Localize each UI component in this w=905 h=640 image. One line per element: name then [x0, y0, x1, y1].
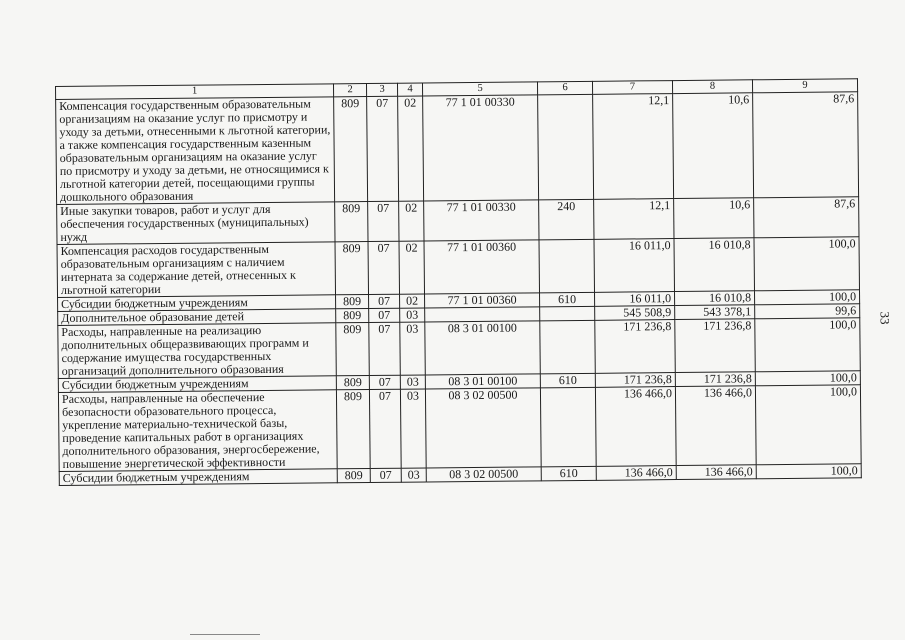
section-code-cell: 07: [370, 468, 401, 482]
section-code-cell: 07: [368, 201, 399, 241]
row-name-cell: Расходы, направленные на реализацию дополнительных общеразвивающих программ и содержание имущества государственных организаций дополнительного образования: [58, 323, 336, 379]
target-item-cell: 08 3 01 00100: [425, 374, 540, 389]
ved-code-cell: 809: [336, 295, 369, 309]
expense-type-cell: [540, 306, 595, 321]
section-code-cell: 07: [367, 96, 399, 201]
target-item-cell: [425, 307, 540, 322]
ved-code-cell: 809: [336, 308, 369, 322]
actual-amount-cell: 171 236,8: [675, 372, 755, 387]
subsection-code-cell: 03: [401, 468, 426, 482]
ved-code-cell: 809: [337, 468, 370, 482]
subsection-code-cell: 03: [400, 375, 425, 389]
row-name-cell: Иные закупки товаров, работ и услуг для обеспечения государственных (муниципальных) нужд: [57, 202, 335, 245]
table-row: [57, 237, 859, 298]
subsection-code-cell: 03: [400, 308, 425, 322]
header-cell: 1: [56, 84, 334, 100]
actual-amount-cell: 136 466,0: [676, 465, 756, 480]
percent-cell: 100,0: [755, 371, 860, 386]
percent-cell: 100,0: [755, 318, 861, 372]
header-cell: 6: [537, 81, 592, 95]
section-code-cell: 07: [369, 294, 400, 308]
section-code-cell: 07: [369, 375, 400, 389]
row-name-cell: Дополнительное образование детей: [58, 309, 336, 326]
percent-cell: 100,0: [755, 385, 861, 465]
plan-amount-cell: 171 236,8: [595, 373, 675, 388]
target-item-cell: 77 1 01 00330: [424, 200, 539, 241]
subsection-code-cell: 03: [400, 389, 426, 468]
ved-code-cell: 809: [335, 242, 369, 295]
target-item-cell: 08 3 01 00100: [425, 321, 541, 375]
ved-code-cell: 809: [334, 97, 368, 202]
expense-type-cell: [538, 94, 594, 200]
expense-type-cell: 610: [541, 466, 596, 481]
target-item-cell: 77 1 01 00360: [424, 240, 540, 294]
subsection-code-cell: 02: [400, 294, 425, 308]
percent-cell: 87,6: [754, 197, 859, 238]
actual-amount-cell: 10,6: [674, 198, 754, 239]
row-name-cell: Субсидии бюджетным учреждениям: [58, 295, 336, 312]
percent-cell: 87,6: [753, 92, 859, 198]
expense-type-cell: [539, 239, 595, 293]
subsection-code-cell: 02: [398, 96, 424, 201]
row-name-cell: Компенсация расходов государственным образовательным организациям с наличием интерната за содержание детей, отнесенных к льготной категории: [57, 242, 335, 298]
plan-amount-cell: 545 508,9: [595, 306, 675, 321]
header-cell: 5: [422, 82, 537, 96]
section-code-cell: 07: [368, 241, 400, 294]
page-number: 33: [877, 311, 893, 325]
target-item-cell: 08 3 02 00500: [425, 388, 541, 468]
header-cell: 8: [672, 80, 752, 94]
plan-amount-cell: 136 466,0: [595, 387, 676, 467]
row-name-cell: Субсидии бюджетным учреждениям: [59, 469, 337, 486]
actual-amount-cell: 171 236,8: [675, 319, 756, 373]
plan-amount-cell: 171 236,8: [595, 320, 676, 374]
actual-amount-cell: 543 378,1: [675, 305, 755, 320]
plan-amount-cell: 136 466,0: [596, 466, 676, 481]
budget-table: [55, 78, 862, 486]
expense-type-cell: [540, 320, 596, 374]
header-cell: 7: [592, 81, 672, 95]
row-name-cell: Субсидии бюджетным учреждениям: [58, 376, 336, 393]
ved-code-cell: 809: [336, 322, 370, 375]
table-row: [56, 92, 859, 205]
section-code-cell: 07: [369, 308, 400, 322]
actual-amount-cell: 16 010,8: [675, 291, 755, 306]
header-cell: 2: [333, 84, 366, 97]
target-item-cell: 77 1 01 00360: [425, 293, 540, 308]
subsection-code-cell: 03: [400, 322, 426, 375]
percent-cell: 100,0: [756, 464, 861, 479]
target-item-cell: 08 3 02 00500: [426, 467, 541, 482]
header-cell: 3: [366, 83, 397, 96]
plan-amount-cell: 16 011,0: [595, 292, 675, 307]
scan-artifact-line: [190, 634, 260, 635]
table-row: [58, 385, 861, 472]
actual-amount-cell: 10,6: [673, 93, 754, 199]
subsection-code-cell: 02: [399, 201, 424, 241]
table-row: [58, 318, 860, 379]
expense-type-cell: 610: [540, 373, 595, 388]
plan-amount-cell: 12,1: [593, 94, 674, 200]
expense-type-cell: 240: [539, 199, 594, 240]
section-code-cell: 07: [369, 389, 401, 468]
subsection-code-cell: 02: [399, 241, 425, 294]
ved-code-cell: 809: [335, 202, 368, 242]
row-name-cell: Расходы, направленные на обеспечение безопасности образовательного процесса, укрепление материально-технической базы, проведение капитальных работ в организациях дополнительного образования, энергосбережение, повышение энергетической эффективности: [58, 390, 337, 472]
expense-type-cell: [540, 387, 596, 467]
header-cell: 9: [752, 79, 857, 93]
percent-cell: 100,0: [754, 290, 859, 305]
section-code-cell: 07: [369, 322, 401, 375]
percent-cell: 99,6: [755, 304, 860, 319]
plan-amount-cell: 16 011,0: [594, 239, 675, 293]
ved-code-cell: 809: [336, 389, 370, 468]
expense-type-cell: 610: [540, 292, 595, 307]
percent-cell: 100,0: [754, 237, 860, 291]
row-name-cell: Компенсация государственным образовательным организациям на оказание услуг по присмотру и уходу за детьми, отнесенными к льготной категории, а также компенсация государственным казенным образовательным организациям на оказание услуг по присмотру и уходу за детьми, не относящимися к льготной категории детей, посещающими группы дошкольного образования: [56, 97, 335, 205]
ved-code-cell: 809: [336, 375, 369, 389]
target-item-cell: 77 1 01 00330: [423, 95, 539, 201]
actual-amount-cell: 16 010,8: [674, 238, 755, 292]
header-cell: 4: [397, 83, 422, 96]
actual-amount-cell: 136 466,0: [675, 386, 756, 466]
plan-amount-cell: 12,1: [594, 199, 674, 240]
